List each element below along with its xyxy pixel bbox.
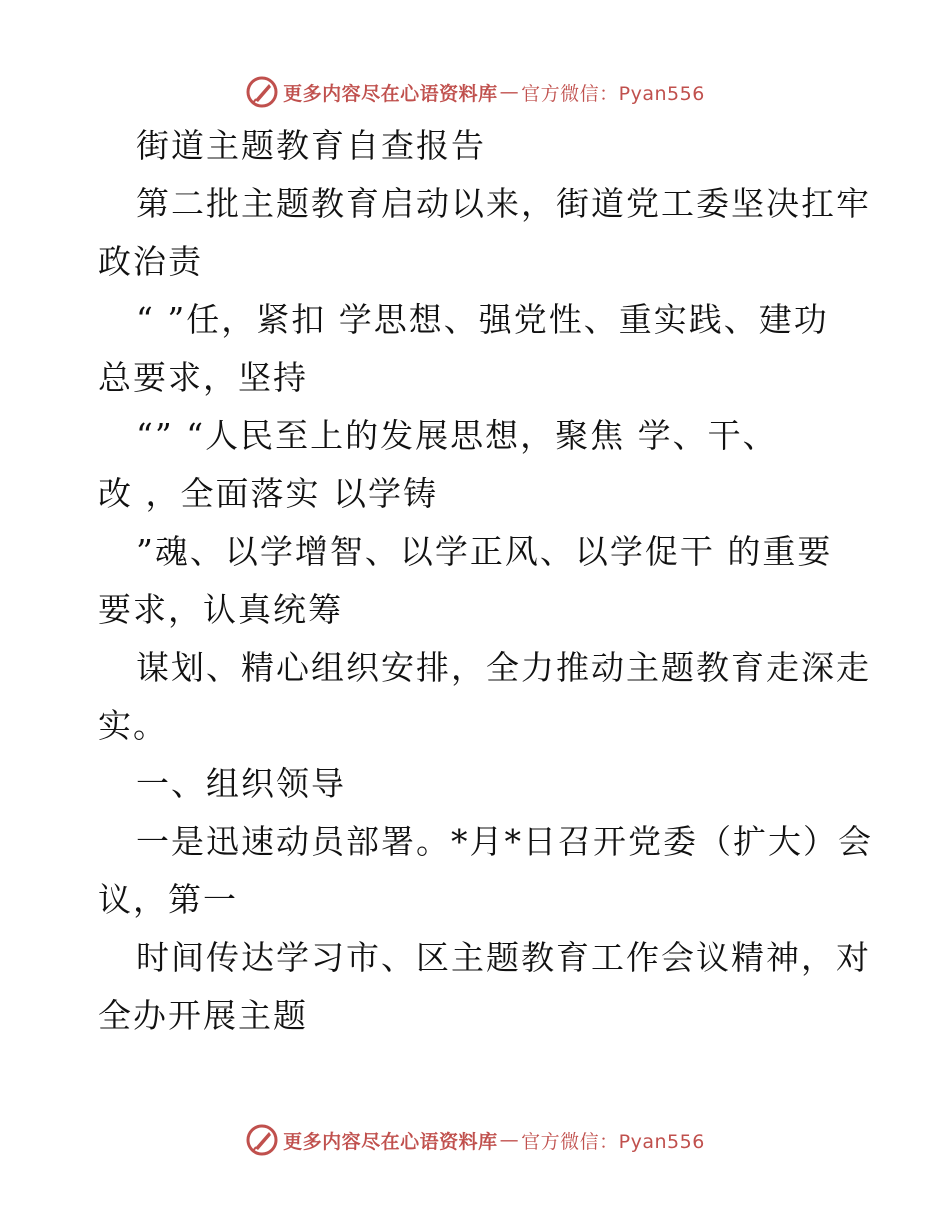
quill-logo-icon <box>245 1123 279 1157</box>
paragraph-line: “ ”任，紧扣 学思想、强党性、重实践、建功 <box>136 300 829 339</box>
section-heading: 一、组织领导 <box>136 764 346 803</box>
paragraph-line: 议，第一 <box>98 880 238 919</box>
watermark-separator: — <box>499 1129 520 1151</box>
paragraph-line: 第二批主题教育启动以来，街道党工委坚决扛牢 <box>136 184 871 223</box>
paragraph-line: 谋划、精心组织安排，全力推动主题教育走深走 <box>136 648 871 687</box>
paragraph-line: ”魂、以学增智、以学正风、以学促干 的重要 <box>136 532 833 571</box>
paragraph-line: 全办开展主题 <box>98 996 308 1035</box>
watermark-separator: — <box>499 81 520 103</box>
watermark-text: 更多内容尽在心语资料库 <box>283 1130 498 1153</box>
paragraph-line: 一是迅速动员部署。*月*日召开党委（扩大）会 <box>136 822 873 861</box>
paragraph-line: 总要求，坚持 <box>98 358 308 397</box>
watermark-wechat: 官方微信：Pyan556 <box>521 82 705 105</box>
paragraph-line: 时间传达学习市、区主题教育工作会议精神，对 <box>136 938 871 977</box>
paragraph-line: 政治责 <box>98 242 203 281</box>
paragraph-line: “” “人民至上的发展思想，聚焦 学、干、 <box>136 416 778 455</box>
document-title: 街道主题教育自查报告 <box>136 126 486 165</box>
paragraph-line: 要求，认真统筹 <box>98 590 343 629</box>
paragraph-line: 改 ，全面落实 以学铸 <box>98 474 438 513</box>
watermark-footer <box>0 1120 950 1160</box>
watermark-wechat: 官方微信：Pyan556 <box>521 1130 705 1153</box>
paragraph-line: 实。 <box>98 706 168 745</box>
quill-logo-icon <box>245 75 279 109</box>
watermark-text: 更多内容尽在心语资料库 <box>283 82 498 105</box>
watermark-header <box>0 72 950 112</box>
